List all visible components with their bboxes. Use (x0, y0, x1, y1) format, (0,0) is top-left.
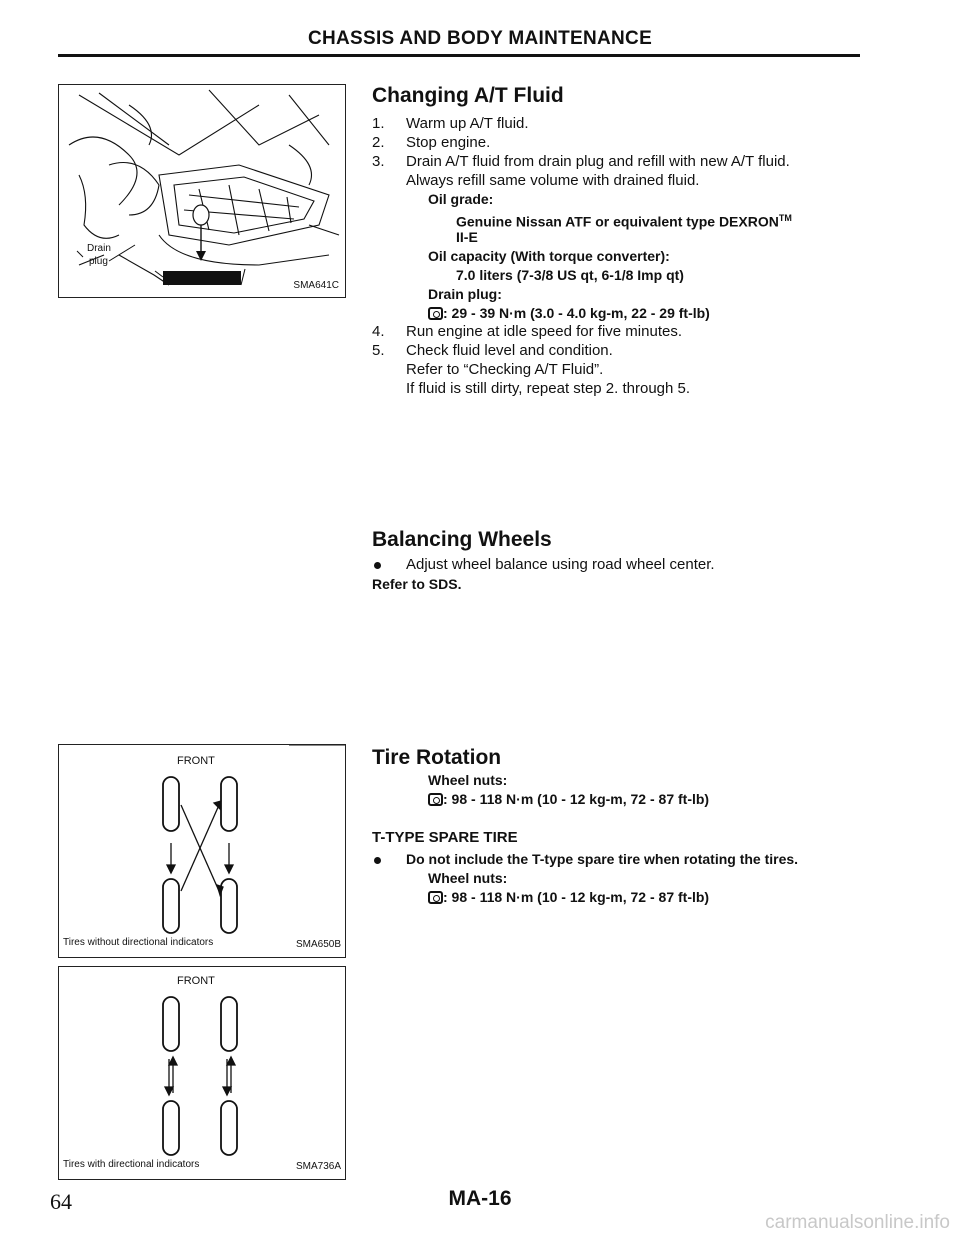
label-drain: Drain (87, 243, 111, 254)
oil-grade-value: Genuine Nissan ATF or equivalent type DEXRON™ (456, 213, 792, 230)
step-text: Drain A/T fluid from drain plug and refill with new A/T fluid. (406, 153, 790, 170)
bullet-icon (374, 857, 381, 864)
drain-plug-label: Drain plug: (428, 286, 502, 302)
page-code: MA-16 (448, 1187, 512, 1210)
section-title-at-fluid: Changing A/T Fluid (372, 84, 564, 107)
step-number: 5. (372, 342, 385, 359)
label-plug: plug (89, 256, 108, 267)
drain-plug-torque: : 29 - 39 N·m (3.0 - 4.0 kg-m, 22 - 29 ft-lb) (428, 304, 710, 324)
step-note: Always refill same volume with drained fluid. (406, 172, 700, 189)
capacity-label: Oil capacity (With torque converter): (428, 248, 670, 264)
watermark: carmanualsonline.info (765, 1212, 950, 1233)
step-text: Stop engine. (406, 134, 491, 151)
section-title-balancing: Balancing Wheels (372, 528, 552, 551)
header-rule (58, 54, 860, 57)
figure-fluid-drain (58, 84, 346, 298)
step-text: Warm up A/T fluid. (406, 115, 529, 132)
wheel-nuts-label: Wheel nuts: (428, 772, 508, 788)
figure-caption: Tires without directional indicators (63, 937, 214, 948)
figure-code: SMA650B (295, 939, 341, 950)
spare-tire-bullet-text: Do not include the T-type spare tire when rotating the tires. (406, 851, 799, 867)
wheel-nuts-torque: : 98 - 118 N·m (10 - 12 kg-m, 72 - 87 ft-lb) (428, 790, 709, 810)
step-dirty-note: If fluid is still dirty, repeat step 2. through 5. (406, 380, 691, 397)
figure-rotation-no-direction (58, 744, 346, 958)
figure-code: SMA641C (293, 280, 339, 291)
page-number: 64 (50, 1189, 72, 1214)
label-front: FRONT (177, 975, 215, 987)
step-number: 1. (372, 115, 385, 132)
figure-code: SMA736A (295, 1161, 341, 1172)
step-number: 3. (372, 153, 385, 170)
figure-caption: Tires with directional indicators (63, 1159, 200, 1170)
oil-grade-value-2: II-E (456, 229, 478, 245)
figure-rotation-with-direction (58, 966, 346, 1180)
spare-tire-title: T-TYPE SPARE TIRE (372, 829, 518, 846)
torque-wrench-icon (428, 307, 443, 320)
spare-wheel-nuts-torque: : 98 - 118 N·m (10 - 12 kg-m, 72 - 87 ft-lb) (428, 888, 709, 908)
step-ref: Refer to “Checking A/T Fluid”. (406, 361, 604, 378)
spare-wheel-nuts-label: Wheel nuts: (428, 870, 508, 886)
step-text: Check fluid level and condition. (406, 342, 613, 359)
step-number: 2. (372, 134, 385, 151)
torque-wrench-icon (428, 891, 443, 904)
section-title-tire-rotation: Tire Rotation (372, 746, 502, 769)
step-text: Run engine at idle speed for five minutes. (406, 323, 682, 340)
page-header: CHASSIS AND BODY MAINTENANCE (307, 28, 653, 49)
capacity-value: 7.0 liters (7-3/8 US qt, 6-1/8 Imp qt) (456, 267, 684, 283)
label-front: FRONT (177, 755, 215, 767)
bullet-icon (374, 562, 381, 569)
rotation-x-diagram (59, 745, 345, 957)
balancing-bullet-text: Adjust wheel balance using road wheel center. (406, 556, 715, 573)
rotation-straight-diagram (59, 967, 345, 1179)
torque-wrench-icon (428, 793, 443, 806)
oil-grade-label: Oil grade: (428, 191, 494, 207)
step-number: 4. (372, 323, 385, 340)
balancing-refer: Refer to SDS. (372, 576, 462, 592)
